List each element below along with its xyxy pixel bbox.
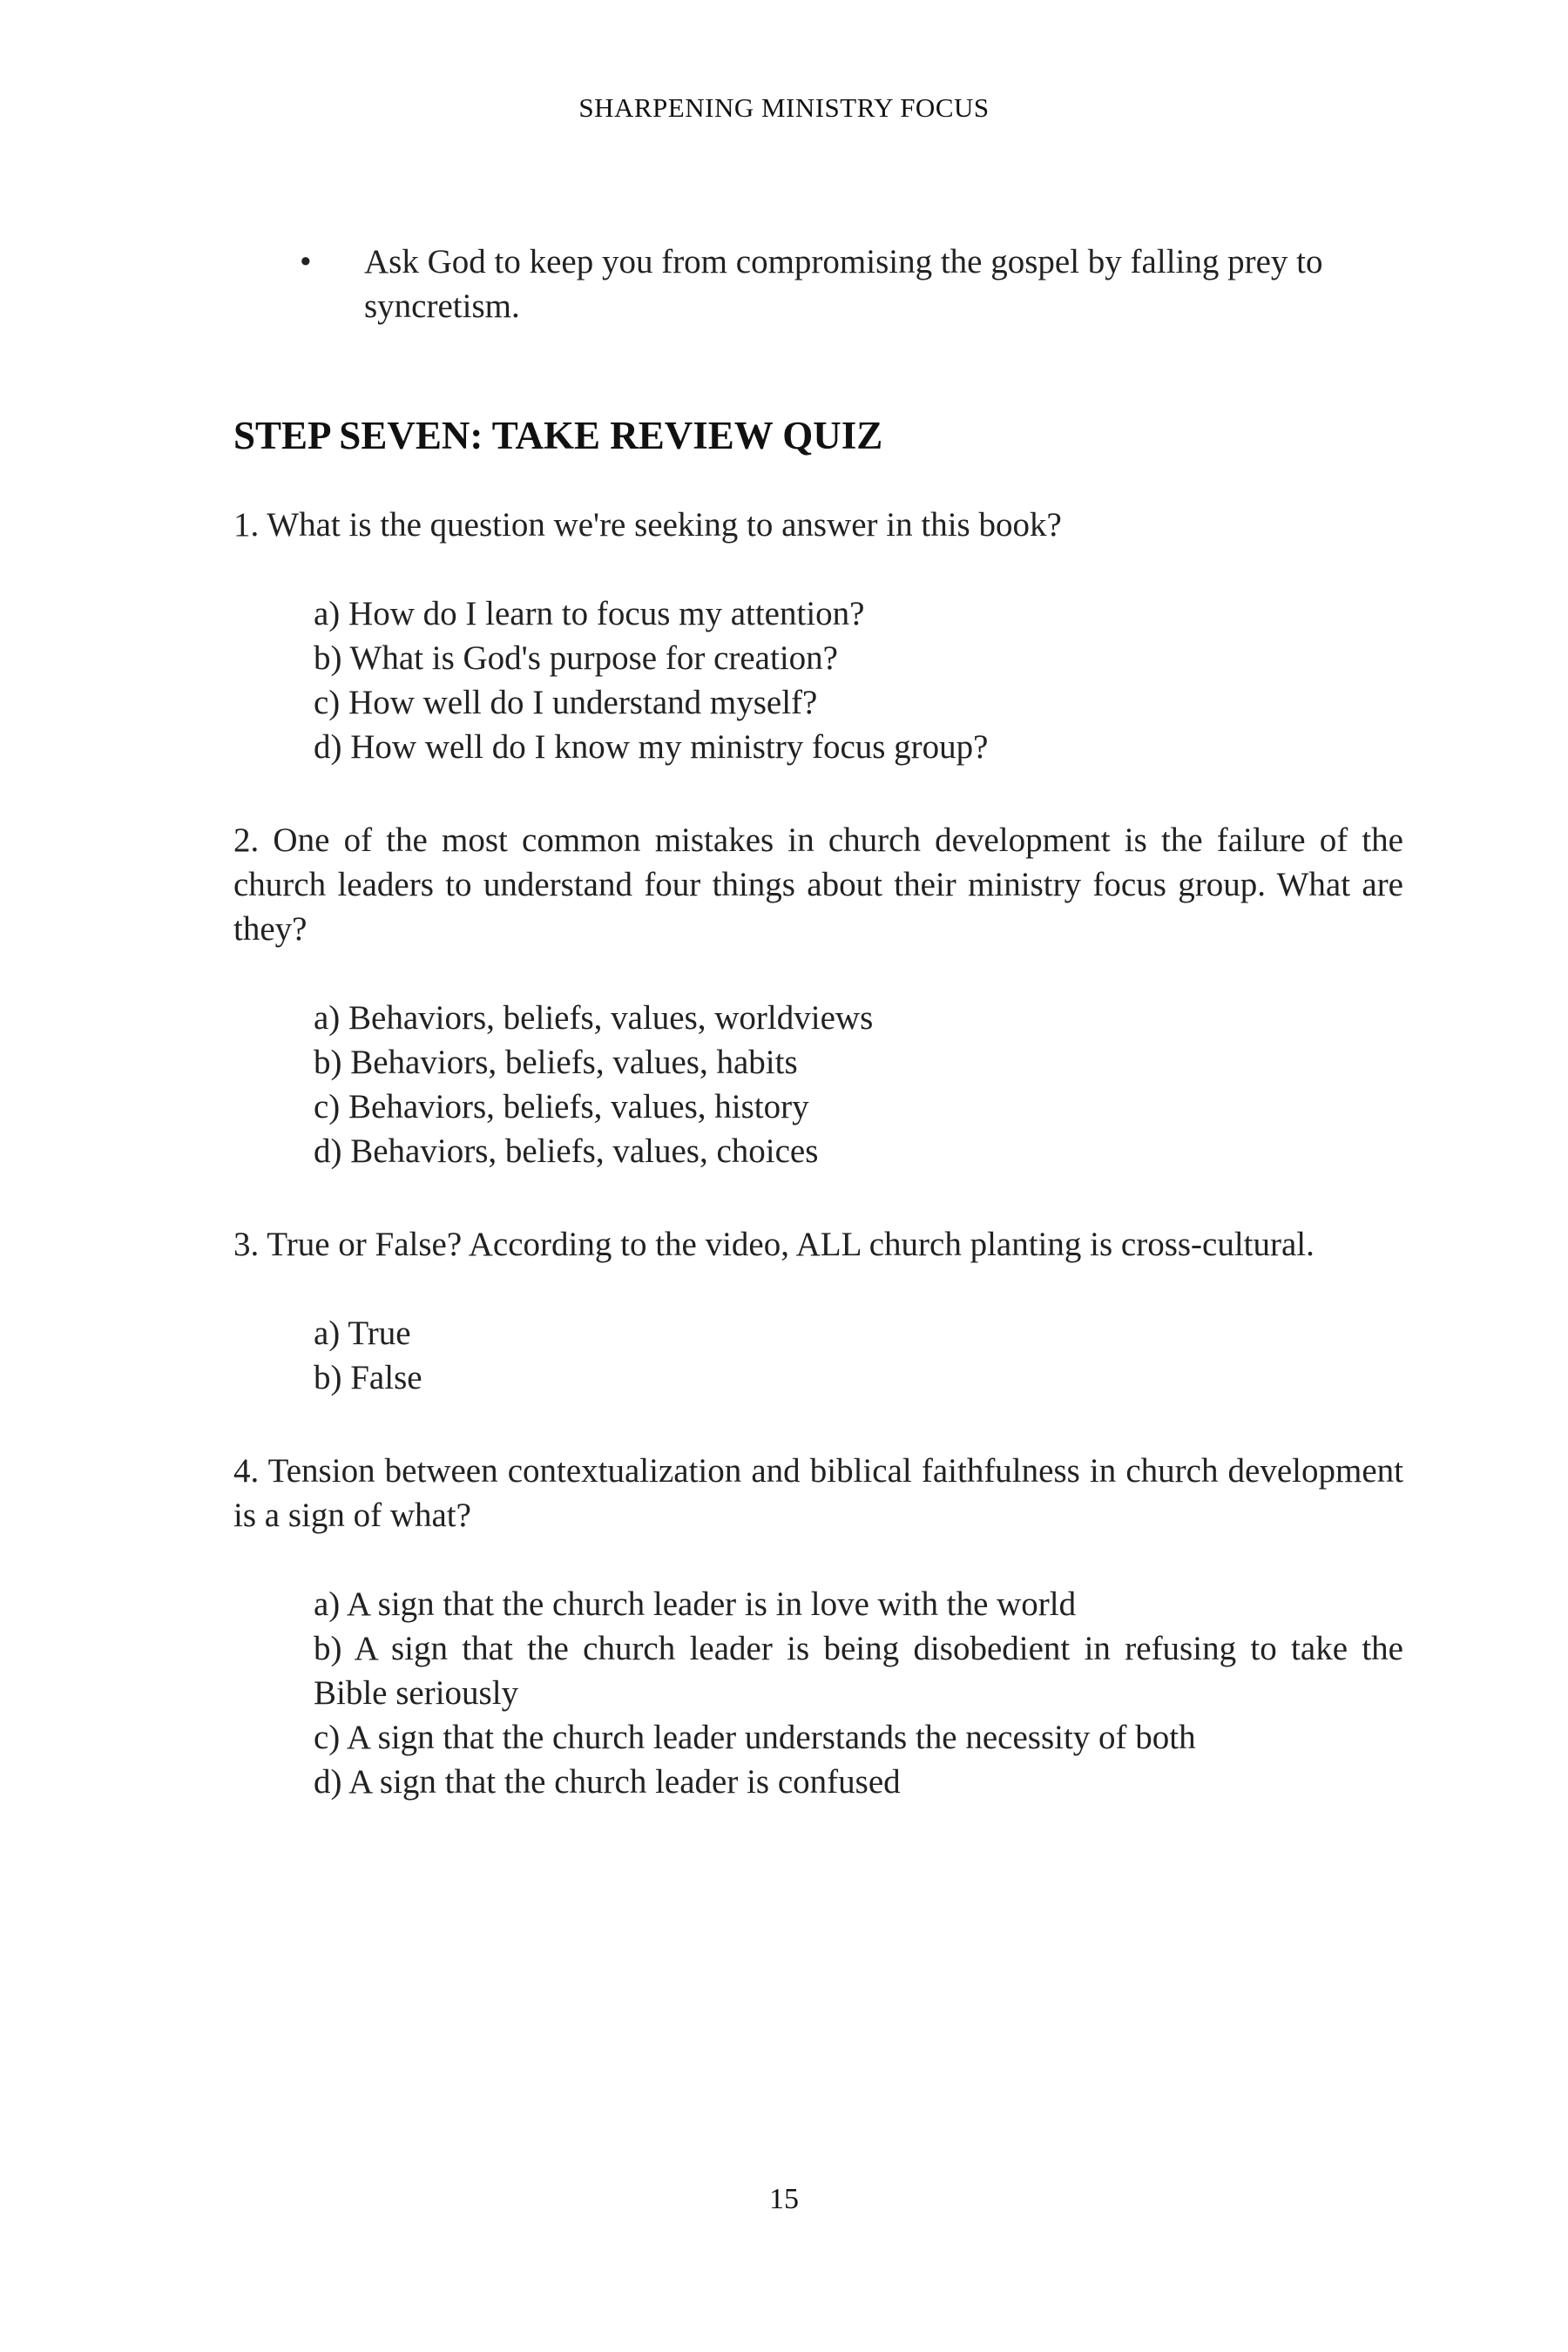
prayer-bullet [233,240,1403,328]
answer-option: b) What is God's purpose for creation? [314,639,838,677]
answer-options-1 [233,591,1403,769]
answer-option: c) Behaviors, beliefs, values, history [314,1088,809,1125]
quiz-question-4: 4. Tension between contextualization and biblical faithfulness in church development is a sign of what? [233,1452,1403,1534]
answer-option: c) A sign that the church leader understands the necessity of both [314,1719,1196,1756]
answer-option: b) False [314,1359,422,1396]
answer-options-3 [233,1311,1403,1400]
answer-options-4 [233,1582,1403,1804]
answer-option: d) A sign that the church leader is confused [314,1763,901,1801]
answer-option: d) How well do I know my ministry focus group? [314,728,989,766]
answer-option: b) A sign that the church leader is being disobedient in refusing to take the Bible seriously [314,1630,1403,1712]
section-heading: STEP SEVEN: TAKE REVIEW QUIZ [233,414,883,457]
quiz-question-1: 1. What is the question we're seeking to answer in this book? [233,506,1062,544]
page-body [233,240,1403,1804]
answer-option: a) Behaviors, beliefs, values, worldviews [314,999,874,1037]
answer-option: a) A sign that the church leader is in love with the world [314,1585,1077,1623]
answer-option: a) How do I learn to focus my attention? [314,595,865,632]
answer-option: d) Behaviors, beliefs, values, choices [314,1132,819,1170]
running-header: SHARPENING MINISTRY FOCUS [578,92,990,123]
bullet-text: Ask God to keep you from compromising the gospel by falling prey to syncretism. [364,243,1323,325]
answer-option: b) Behaviors, beliefs, values, habits [314,1044,798,1081]
answer-option: c) How well do I understand myself? [314,684,818,721]
answer-options-2 [233,996,1403,1173]
quiz-question-2: 2. One of the most common mistakes in church development is the failure of the church leaders to understand four things about their ministry focus group. What are they? [233,821,1403,948]
quiz-question-3: 3. True or False? According to the video, ALL church planting is cross-cultural. [233,1226,1315,1263]
bullet-icon: • [300,243,312,280]
page-number: 15 [769,2183,799,2215]
answer-option: a) True [314,1315,411,1352]
